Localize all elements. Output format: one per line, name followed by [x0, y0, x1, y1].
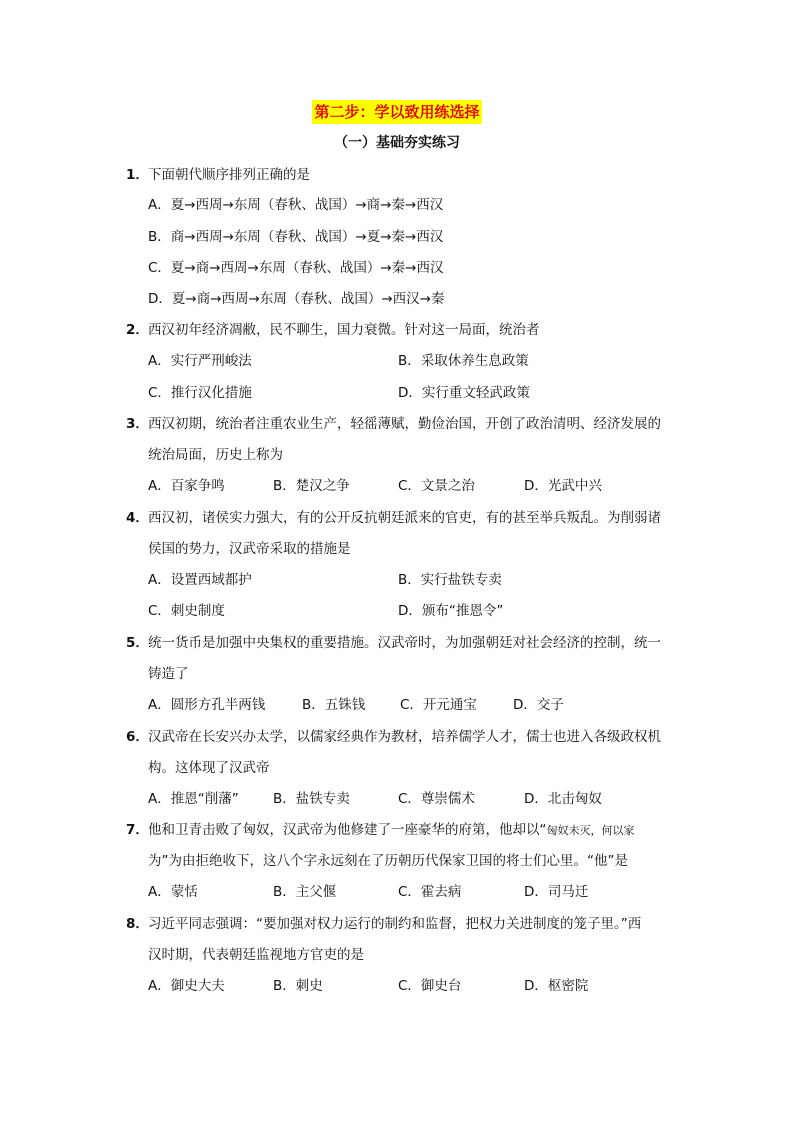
option-c[interactable]: C．尊崇儒术 [398, 791, 475, 807]
option-a[interactable]: A．蒙恬 [148, 884, 198, 900]
option-a[interactable]: A．圆形方孔半两钱 [148, 697, 266, 713]
option-c[interactable]: C．霍去病 [398, 884, 462, 900]
question-number: 7． [126, 822, 149, 838]
option-a[interactable]: A．御史大夫 [148, 978, 225, 994]
question-stem-continued: 统治局面，历史上称为 [148, 447, 283, 463]
question-number: 8． [126, 916, 149, 932]
question-stem: 西汉初年经济凋敝，民不聊生，国力衰微。针对这一局面，统治者 [148, 322, 540, 338]
question-stem-continued: 汉时期，代表朝廷监视地方官吏的是 [148, 947, 364, 963]
question-stem: 汉武帝在长安兴办太学，以儒家经典作为教材，培养儒学人才，儒士也进入各级政权机 [148, 729, 661, 745]
question-stem-continued: 构。这体现了汉武帝 [148, 760, 270, 776]
question-number: 5． [126, 635, 149, 651]
option-d[interactable]: D．北击匈奴 [524, 791, 602, 807]
option-b[interactable]: B．商→西周→东周（春秋、战国）→夏→秦→西汉 [148, 229, 444, 245]
question-stem-continued: 侯国的势力，汉武帝采取的措施是 [148, 541, 351, 557]
question-stem-continued: 为”为由拒绝收下，这八个字永远刻在了历朝历代保家卫国的将士们心里。“他”是 [148, 853, 628, 869]
question-stem-continued: 铸造了 [148, 666, 189, 682]
option-b[interactable]: B．实行盐铁专卖 [398, 572, 502, 588]
option-b[interactable]: B．楚汉之争 [273, 478, 350, 494]
question-number: 3． [126, 416, 149, 432]
question-number: 4． [126, 510, 149, 526]
option-a[interactable]: A．设置西域都护 [148, 572, 252, 588]
question-stem: 统一货币是加强中央集权的重要措施。汉武帝时，为加强朝廷对社会经济的控制，统一 [148, 635, 661, 651]
option-d[interactable]: D．枢密院 [524, 978, 589, 994]
option-b[interactable]: B．盐铁专卖 [273, 791, 350, 807]
option-c[interactable]: C．开元通宝 [400, 697, 477, 713]
question-stem-text: 他和卫青击败了匈奴，汉武帝为他修建了一座豪华的府第，他却以“ [148, 822, 547, 838]
option-d[interactable]: D．司马迁 [524, 884, 589, 900]
option-a[interactable]: A．实行严刑峻法 [148, 353, 252, 369]
option-a[interactable]: A．夏→西周→东周（春秋、战国）→商→秦→西汉 [148, 197, 444, 213]
option-b[interactable]: B．主父偃 [273, 884, 337, 900]
quoted-phrase: 匈奴未灭，何以家 [546, 824, 635, 837]
question-number: 1． [126, 167, 149, 183]
option-b[interactable]: B．采取休养生息政策 [398, 353, 529, 369]
question-stem [148, 820, 635, 841]
option-d[interactable]: D．颁布“推恩令” [398, 603, 504, 619]
option-d[interactable]: D．夏→商→西周→东周（春秋、战国）→西汉→秦 [148, 291, 445, 307]
option-d[interactable]: D．交子 [513, 697, 564, 713]
option-b[interactable]: B．五铢钱 [302, 697, 366, 713]
question-stem: 下面朝代顺序排列正确的是 [148, 167, 310, 183]
question-stem: 习近平同志强调：“要加强对权力运行的制约和监督，把权力关进制度的笼子里。”西 [148, 916, 642, 932]
section-title-wrap [0, 100, 794, 124]
option-b[interactable]: B．刺史 [273, 978, 323, 994]
option-c[interactable]: C．夏→商→西周→东周（春秋、战国）→秦→西汉 [148, 260, 444, 276]
question-stem: 西汉初期，统治者注重农业生产，轻徭薄赋，勤俭治国，开创了政治清明、经济发展的 [148, 416, 661, 432]
option-c[interactable]: C．刺史制度 [148, 603, 225, 619]
section-title: 第二步：学以致用练选择 [312, 100, 481, 124]
section-subtitle: （一）基础夯实练习 [334, 135, 460, 151]
question-number: 6． [126, 729, 149, 745]
option-c[interactable]: C．御史台 [398, 978, 462, 994]
option-a[interactable]: A．推恩“削藩” [148, 791, 239, 807]
option-d[interactable]: D．光武中兴 [524, 478, 602, 494]
option-c[interactable]: C．推行汉化措施 [148, 385, 252, 401]
option-c[interactable]: C．文景之治 [398, 478, 475, 494]
option-a[interactable]: A．百家争鸣 [148, 478, 225, 494]
option-d[interactable]: D．实行重文轻武政策 [398, 385, 530, 401]
question-number: 2． [126, 322, 149, 338]
question-stem: 西汉初，诸侯实力强大，有的公开反抗朝廷派来的官吏，有的甚至举兵叛乱。为削弱诸 [148, 510, 661, 526]
